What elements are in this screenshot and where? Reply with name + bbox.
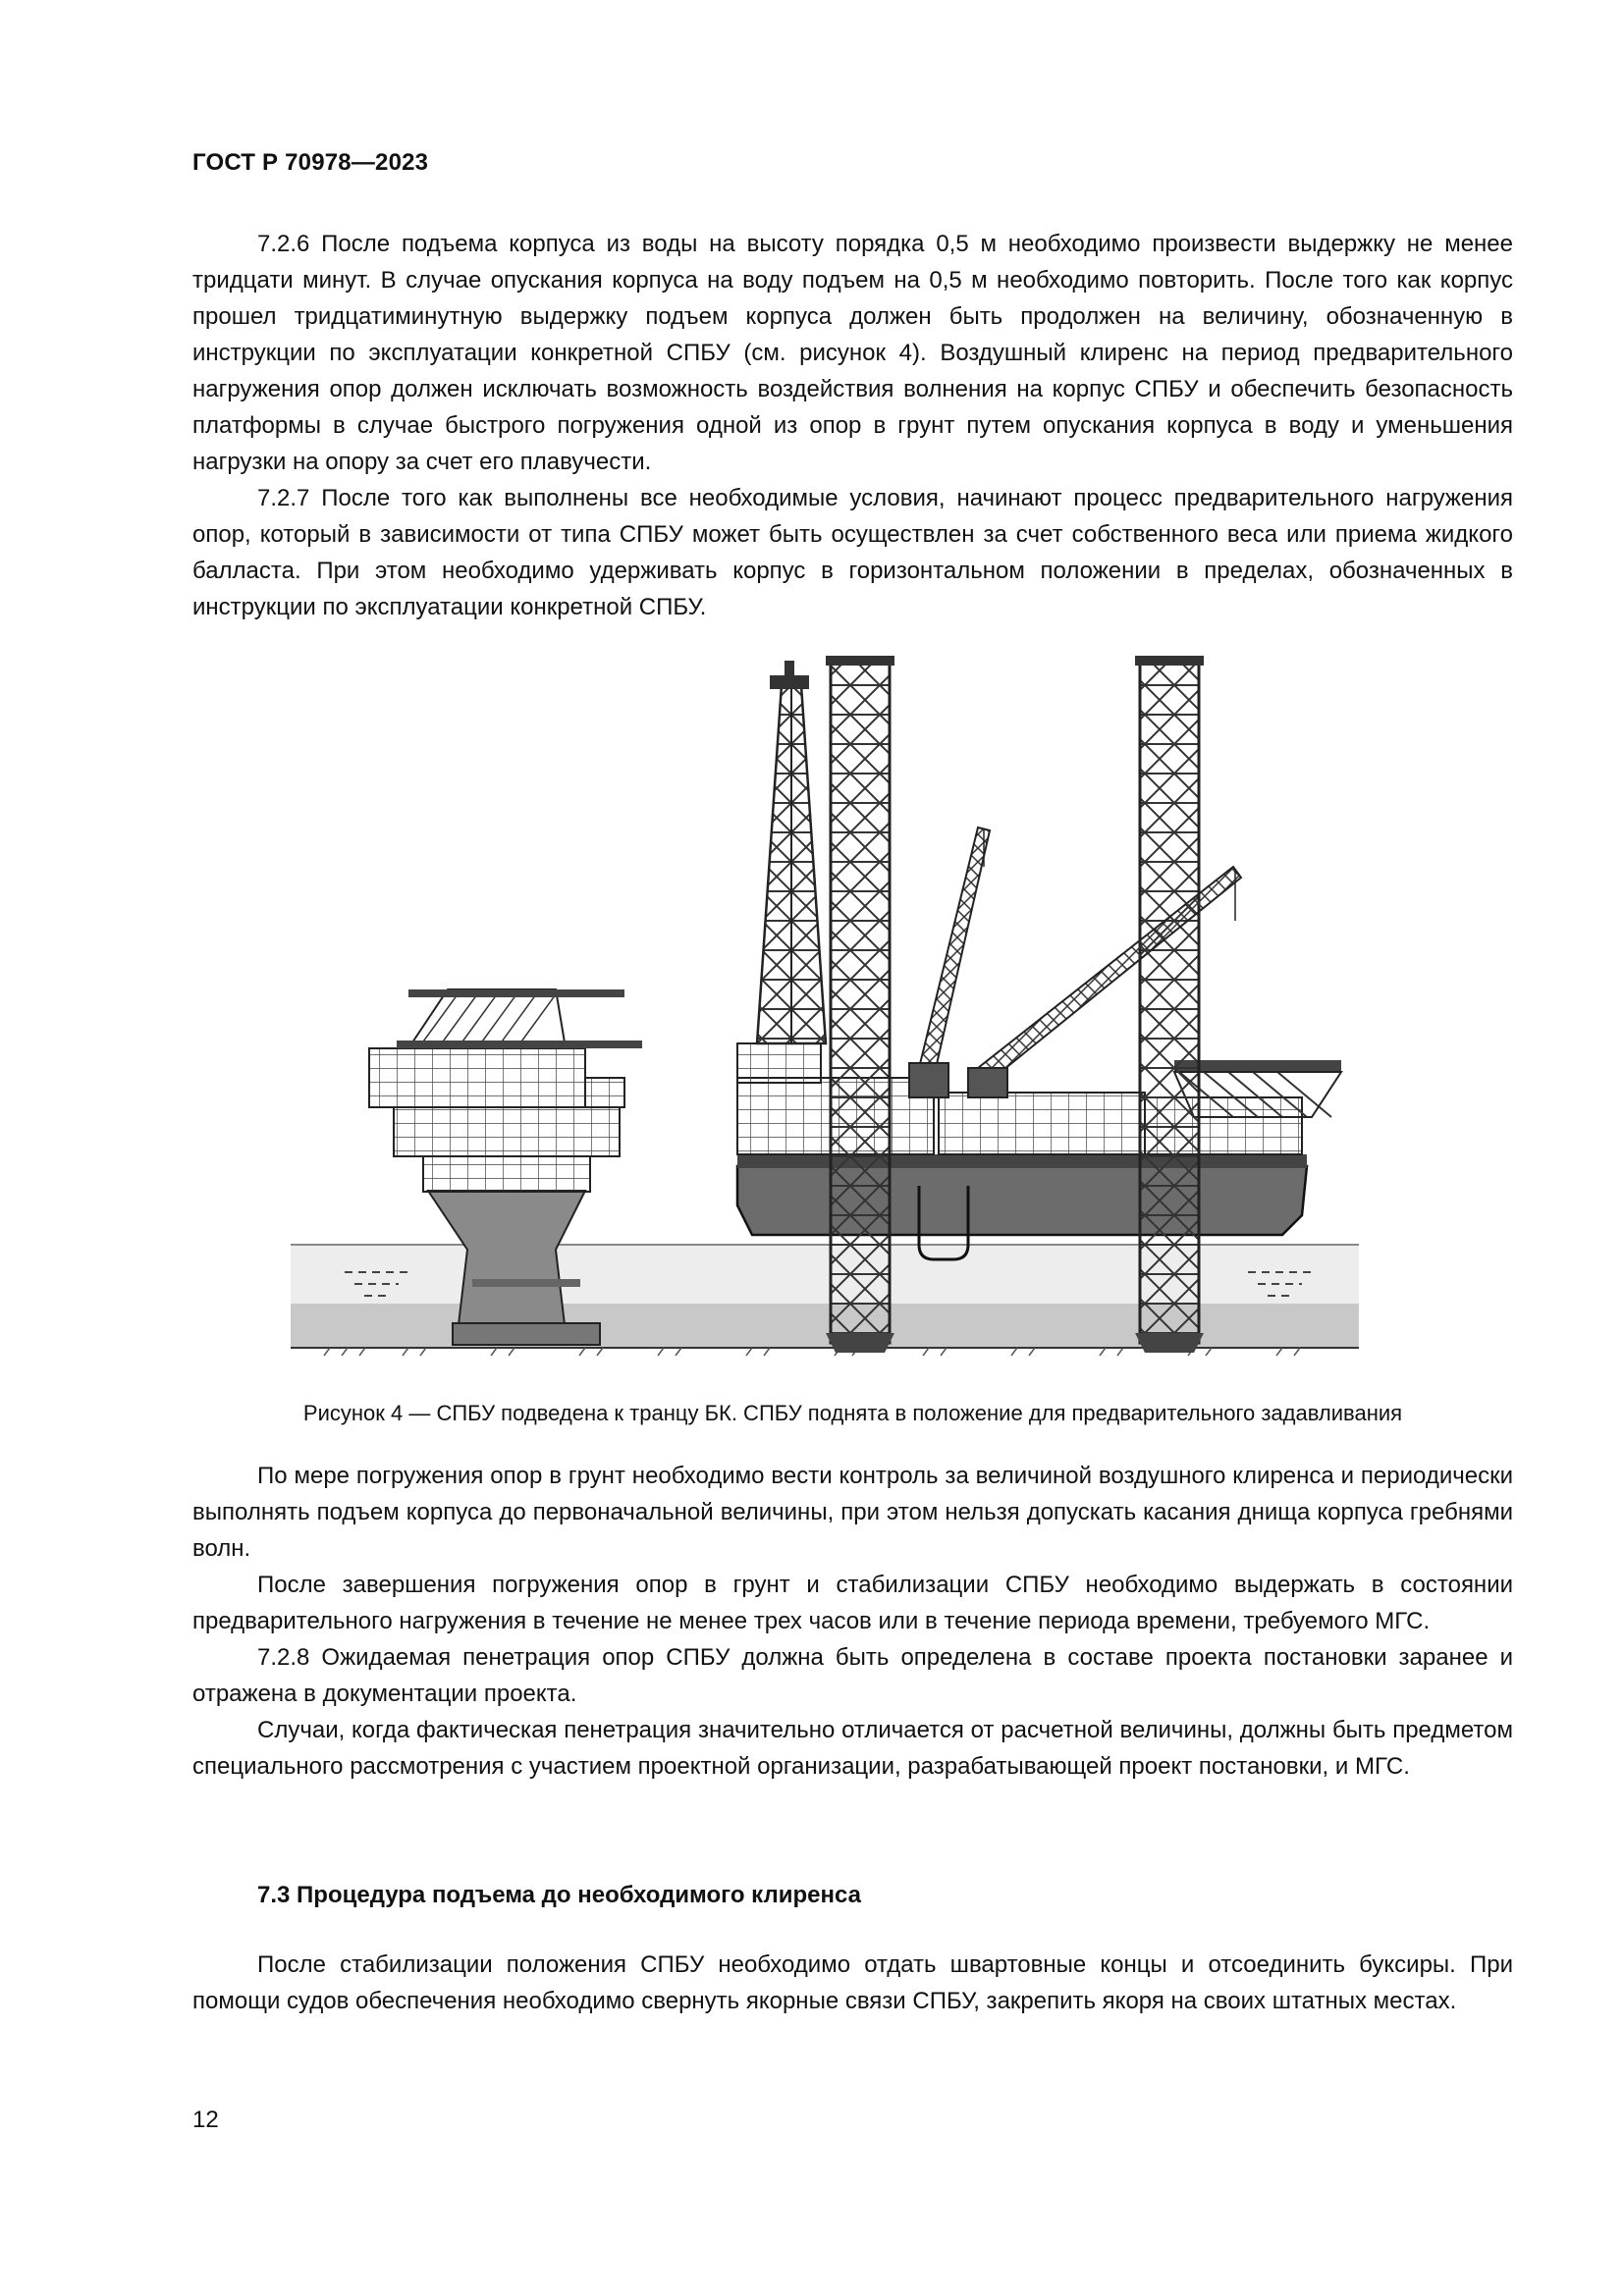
jackup-leg-right	[1135, 656, 1204, 1353]
figure-caption: Рисунок 4 — СПБУ подведена к транцу БК. СПБУ поднята в положение для предварительного задавливания	[302, 1401, 1403, 1425]
page-number: 12	[192, 2107, 219, 2133]
paragraph-clearance-control: По мере погружения опор в грунт необходимо вести контроль за величиной воздушного клиренса и периодически выполнять подъем корпуса до первоначальной величины, при этом нельзя допускать касания днища корпуса гребнями волн.	[192, 1463, 1513, 1562]
paragraph-penetration-cases: Случаи, когда фактическая пенетрация значительно отличается от расчетной величины, должны быть предметом специального рассмотрения с участием проектной организации, разрабатывающей проект постановки, и МГС.	[192, 1717, 1513, 1780]
figure-4-jackup-rig-illustration	[291, 656, 1359, 1387]
section-heading-7-3: 7.3 Процедура подъема до необходимого клиренса	[257, 1882, 861, 1908]
paragraph-7-2-7: 7.2.7 После того как выполнены все необходимые условия, начинают процесс предварительного нагружения опор, который в зависимости от типа СПБУ может быть осуществлен за счет собственного веса или приема жидкого балласта. При этом необходимо удерживать корпус в горизонтальном положении в пределах, обозначенных в инструкции по эксплуатации конкретной СПБУ.	[192, 485, 1513, 620]
drilling-derrick	[757, 661, 826, 1043]
jackup-rig-drawing	[291, 656, 1359, 1387]
text-block-3	[192, 1947, 1513, 2019]
hull-equipment-deck	[939, 1093, 1145, 1154]
paragraph-preload-hold: После завершения погружения опор в грунт и стабилизации СПБУ необходимо выдержать в состоянии предварительного нагружения в течение не менее трех часов или в течение периода времени, требуемого МГС.	[192, 1572, 1513, 1634]
text-block-2	[192, 1458, 1513, 1785]
jackup-hull	[737, 1166, 1307, 1235]
hull-top-deck	[737, 1154, 1307, 1168]
paragraph-7-2-8: 7.2.8 Ожидаемая пенетрация опор СПБУ должна быть определена в составе проекта постановки заранее и отражена в документации проекта.	[192, 1644, 1513, 1707]
paragraph-7-2-6: 7.2.6 После подъема корпуса из воды на высоту порядка 0,5 м необходимо произвести выдержку не менее тридцати минут. В случае опускания корпуса на воду подъем на 0,5 м необходимо повторить. После того как корпус прошел тридцатиминутную выдержку подъем корпуса должен быть продолжен на величину, обозначенную в инструкции по эксплуатации конкретной СПБУ (см. рисунок 4). Воздушный клиренс на период предварительного нагружения опор должен исключать возможность воздействия волнения на корпус СПБУ и обеспечить безопасность платформы в случае быстрого погружения одной из опор в грунт путем опускания корпуса в воду и уменьшения нагрузки на опору за счет его плавучести.	[192, 231, 1513, 475]
document-id-header: ГОСТ Р 70978—2023	[192, 149, 429, 176]
paragraph-tug-release: После стабилизации положения СПБУ необходимо отдать швартовные концы и отсоединить буксиры. При помощи судов обеспечения необходимо свернуть якорные связи СПБУ, закрепить якоря на своих штатных местах.	[192, 1951, 1513, 2014]
crane-left	[909, 828, 990, 1097]
text-block-1	[192, 226, 1513, 625]
jackup-leg-left	[826, 656, 894, 1353]
drill-floor	[737, 1043, 821, 1083]
